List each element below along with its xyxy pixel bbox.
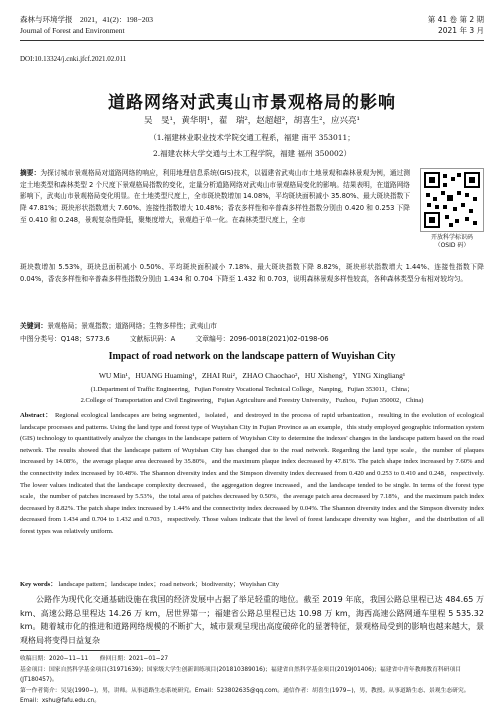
header-rule: [20, 40, 484, 41]
qr-caption-line-2: （OSID 码）: [434, 242, 470, 249]
body-paragraph: 公路作为现代化交通基础设施在我国的经济发展中占据了举足轻重的地位。截至 2019 年底，我国公路总里程已达 484.65 万 km、高速公路总里程达 14.26 万 km，居世界第一；福建省公路总里程已达 10.98 万 km，海西高速公路网通车里程 5 535.32 km。随着城市化的推进和道路网络规模的不断扩大，城市景观呈现出高度破碎化的显著特征，景观格局受到的影响也越来越大，景观格局将变得日益复杂: [20, 595, 484, 645]
issue-reference: 2021，41(2)：198−203: [80, 15, 153, 24]
keywords-zh: [20, 321, 484, 332]
abstract-label-zh: 摘要：: [20, 169, 41, 177]
affiliation-1-zh: （1.福建林业职业技术学院交通工程系，福建 南平 353011；: [149, 133, 355, 142]
qr-code-icon[interactable]: [420, 168, 484, 232]
abstract-text-zh-bottom: 斑块数增加 5.53%，斑块总面积减小 0.50%、平均斑块面积减小 7.18%、最大斑块指数下降 8.82%，斑块形状指数增大 1.44%、连接性指数下降 0.04%，香农多样性和辛普森多样性指数分别由 1.434 和 0.704 下降至 1.432 和 0.703，说明森林景观多样性较高，各种森林类型分布相对较均匀。: [20, 263, 484, 283]
publication-date: 2021 年 3 月: [437, 26, 484, 35]
journal-name-zh: 森林与环境学报: [20, 15, 73, 24]
classification-line: [20, 333, 484, 343]
abstract-text-zh-top: 为探讨城市景观格局对道路网络的响应，利用地理信息系统(GIS)技术，以福建省武夷山市土地景观和森林景观为例，通过测定土地类型和森林类型 2 个尺度下景观格局指数的变化，定量分析道路网络对武夷山市景观格局变化的影响。结果表明，在道路网络影响下，武夷山市景观格局变化明显。在土地类型尺度上，全市斑块数增加 14.08%，平均斑块面积减小 35.80%、最大斑块指数下降 47.81%；斑块形状指数增大 7.60%、连接性指数增大 10.48%；香农多样性和辛普森多样性指数分别由 0.420 和 0.253 下降至 0.410 和 0.248，景观复杂性降低，聚集度增大，景观趋于单一化。在森林类型尺度上，全市: [20, 169, 410, 224]
keywords-text-zh: 景观格局；景观指数；道路网络；生物多样性；武夷山市: [47, 322, 218, 330]
footnote-author-info: 第一作者简介：吴旻(1990−)，男，讲师。从事道路生态系统研究。Email：523802635@qq.com。通信作者：胡喜生(1979−)，男，教授。从事道路生态、景观生态研究。Email：xshu@fafu.edu.cn。: [20, 687, 470, 704]
footnote-funding: 基金项目：国家自然科学基金项目(31971639)；国家级大学生创新训练项目(201810389016)；福建省自然科学基金项目(2019J01406)；福建省中青年教师教育科研项目(JT180457)。: [20, 666, 462, 683]
qr-caption: [420, 234, 484, 250]
running-header-right: [428, 14, 484, 36]
abstract-label-en: Abstract：: [20, 412, 53, 419]
qr-caption-line-1: 开放科学标识码: [430, 234, 473, 241]
affiliations-en: [20, 384, 484, 406]
volume-issue: 第 41 卷 第 2 期: [427, 15, 484, 24]
keywords-en: [20, 578, 484, 588]
author-list-zh: 吴 旻¹，黄华明¹，翟 瑞²，赵超超²，胡喜生²，应兴亮¹: [144, 116, 360, 126]
keywords-label-zh: 关键词：: [20, 322, 48, 330]
keywords-label-en: Key words：: [20, 581, 57, 588]
affiliation-2-zh: 2.福建农林大学交通与土木工程学院，福建 福州 350002）: [152, 149, 352, 158]
running-header-left: [20, 14, 153, 36]
abstract-text-en: Regional ecological landscapes are being segmented，isolated，and destroyed in the process of rapid urbanization，resulting in the evolution of ecological landscape processes and patterns. Using the land type and forest type of Wuyishan City in Fujian Province as an example，this study employed geographic information system (GIS) technology to quantitatively analyze the changes in the landscape pattern of Wuyishan City to determine the indexes' changes in the landscape pattern based on the road network. The results showed that the landscape pattern of Wuyishan City has changed due to the road network. Regarding the land type scale，the number of plaques increased by 14.08%，the average plaque area decreased by 35.80%，and the maximum plaque index decreased by 47.81%. The patch shape index increased by 7.60% and the connectivity index increased by 10.48%. The Shannon diversity index and the Simpson diversity index decreased from 0.420 and 0.253 to 0.410 and 0.248，respectively. The lower values indicated that the landscape complexity decreased，the aggregation degree increased，and the landscape tended to be single. In terms of the forest type scale，the number of patches increased by 5.53%，the total area of patches decreased by 0.50%，the average patch area decreased by 7.18%，and the maximum patch index decreased by 8.82%. The patch shape index increased by 1.44% and the connectivity index decreased by 0.04%. The Shannon diversity index and the Simpson diversity index decreased from 1.434 and 0.704 to 1.432 and 0.703，respectively. Those values indicate that the level of forest landscape diversity was higher，and the distribution of all forest types was relatively uniform.: [20, 412, 485, 535]
footnote-dates: 收稿日期：2020−11−11 修回日期：2021−01−27: [20, 656, 169, 662]
journal-name-en: Journal of Forest and Environment: [20, 26, 125, 35]
osid-qr-block[interactable]: [420, 168, 484, 250]
author-list-en: WU Min¹，HUANG Huaming¹，ZHAI Rui²，ZHAO Chaochao²，HU Xisheng²，YING Xingliang¹: [98, 371, 406, 380]
footnotes: [20, 654, 484, 707]
article-number: 文章编号：2096-0018(2021)02-0198-06: [195, 335, 329, 343]
footnote-rule: [20, 650, 160, 651]
affiliation-2-en: 2.College of Transportation and Civil Engineering，Fujian Agriculture and Forestry University，Fuzhou，Fujian 350002，China): [80, 397, 424, 404]
article-title-zh: 道路网络对武夷山市景观格局的影响: [108, 93, 396, 113]
article-title-en: Impact of road network on the landscape pattern of Wuyishan City: [108, 351, 396, 362]
document-code: 文献标识码：A: [129, 335, 176, 343]
abstract-zh-bottom: [20, 262, 484, 285]
affiliations-zh: [0, 130, 504, 162]
affiliation-1-en: (1.Department of Traffic Engineering，Fujian Forestry Vocational Technical College，Nanping，Fujian 353011，China；: [90, 386, 414, 393]
clc-number: 中图分类号：Q148；S773.6: [20, 335, 110, 343]
doi[interactable]: DOI:10.13324/j.cnki.jfcf.2021.02.011: [20, 55, 127, 63]
abstract-zh-top: [20, 168, 410, 227]
abstract-en: [20, 410, 484, 538]
keywords-text-en: landscape pattern；landscape index；road network；biodiversity；Wuyishan City: [58, 581, 280, 588]
